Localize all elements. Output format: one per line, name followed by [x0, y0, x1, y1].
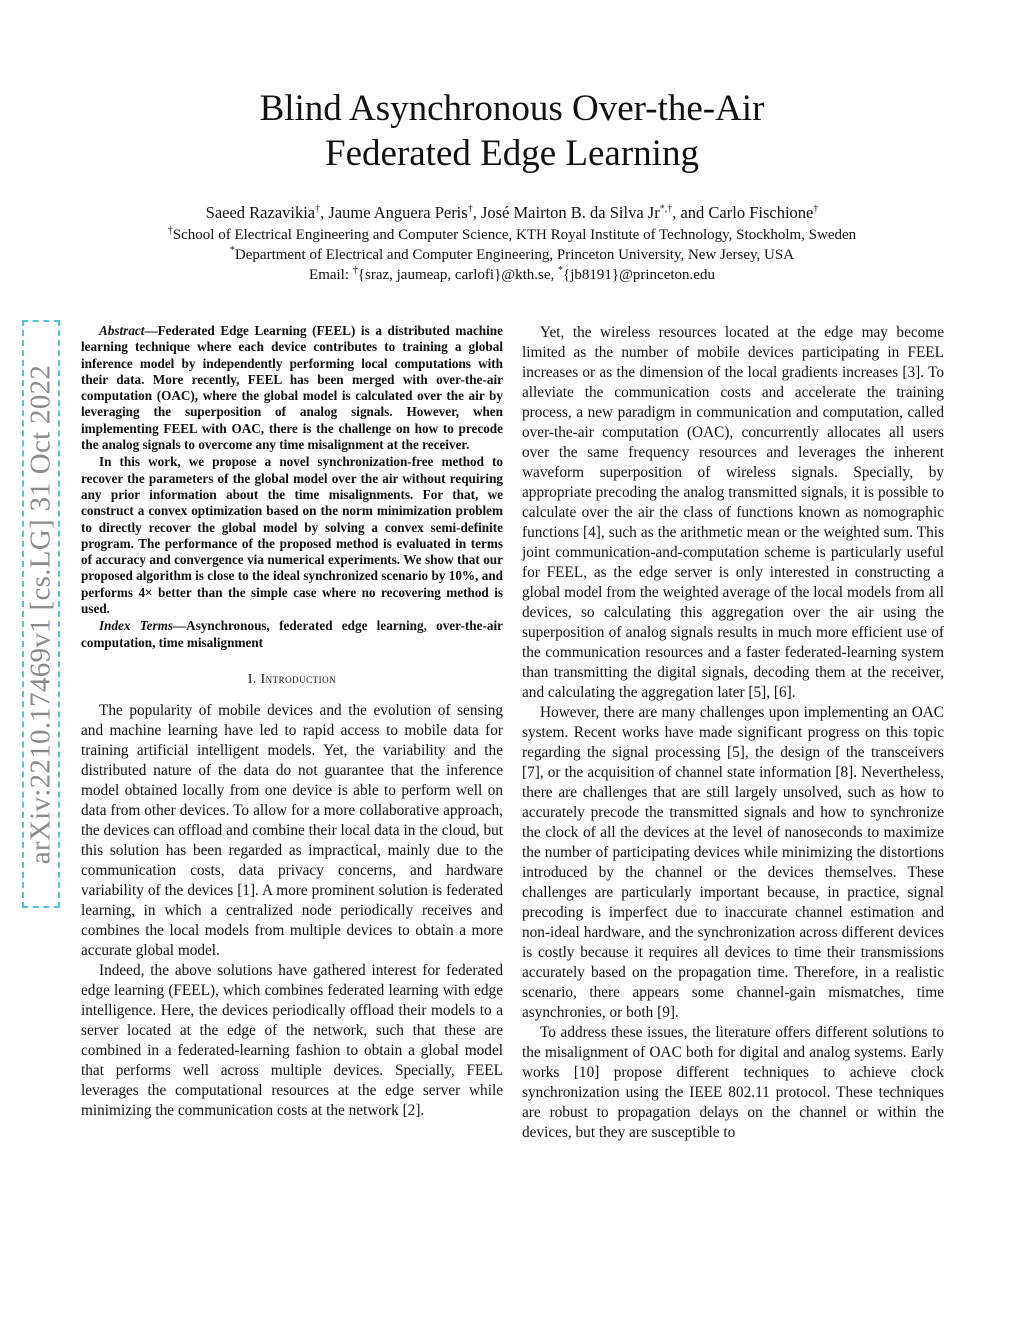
email-kth[interactable]: {sraz, jaumeap, carlofi}@kth.se,: [357, 267, 555, 283]
email-mark: *: [558, 265, 564, 276]
right-column: [522, 323, 944, 1143]
arxiv-stamp[interactable]: [22, 320, 60, 908]
paper-title: [0, 86, 1024, 176]
title-line-2: Federated Edge Learning: [325, 133, 699, 174]
affiliation-kth: [0, 225, 1024, 245]
author-mark: †: [813, 203, 819, 215]
affiliation-text: School of Electrical Engineering and Computer Science, KTH Royal Institute of Technology, Stockholm, Sweden: [172, 227, 857, 243]
affiliation-text: Department of Electrical and Computer Engineering, Princeton University, New Jersey, USA: [234, 247, 795, 263]
author-mark: *,†: [659, 203, 673, 215]
title-line-1: Blind Asynchronous Over-the-Air: [259, 88, 765, 129]
left-column: [81, 323, 503, 1121]
email-label: Email:: [309, 267, 350, 283]
author-name: Carlo Fischione: [708, 203, 814, 222]
abstract-paragraph: [81, 323, 503, 453]
arxiv-identifier: arXiv:2210.17469v1 [cs.LG] 31 Oct 2022: [24, 364, 57, 864]
author-name: Saeed Razavikia: [205, 203, 316, 222]
abstract-lead: Abstract: [99, 323, 145, 338]
author-list: Saeed Razavikia†, Jaume Anguera Peris†, José Mairton B. da Silva Jr*,†, and Carlo Fischione†: [205, 203, 819, 222]
index-terms-text: —Asynchronous, federated edge learning, over-the-air computation, time misalignment: [81, 618, 503, 650]
author-conjunction: and: [680, 203, 705, 222]
body-paragraph: Indeed, the above solutions have gathered interest for federated edge learning (FEEL), which combines federated learning with edge intelligence. Here, the devices periodically offload their models to a server located at the edge of the network, such that these are combined in a federated-learning fashion to obtain a global model that performs well across multiple devices. Specially, FEEL leverages the computational resources at the edge server while minimizing the communication costs at the network [2].: [81, 961, 503, 1119]
affiliation-mark: †: [167, 225, 173, 236]
section-number: I.: [247, 670, 257, 686]
index-terms: [81, 618, 503, 651]
abstract-text: —Federated Edge Learning (FEEL) is a distributed machine learning technique where each device contributes to training a global inference model by independently performing local computations with their data. More recently, FEEL has been merged with over-the-air computation (OAC), where the global model is calculated over the air by leveraging the superposition of analog signals. However, when implementing FEEL with OAC, there is the challenge on how to precode the analog signals to overcome any time misalignment at the receiver.: [81, 323, 503, 453]
author-name: Jaume Anguera Peris: [328, 203, 468, 222]
body-paragraph: However, there are many challenges upon implementing an OAC system. Recent works have made significant progress on this topic regarding the signal processing [5], the design of the transceivers [7], or the acquisition of channel state information [8]. Nevertheless, there are challenges that are still largely unsolved, such as how to accurately precode the transmitted signals and how to synchronize the clock of all the devices at the level of nanoseconds to maximize the number of participating devices while minimizing the distortions introduced by the channel or the devices themselves. These challenges are particularly important because, in practice, signal precoding is imperfect due to inaccurate channel estimation and non-ideal hardware, and the synchronization across different devices is costly because it requires all devices to time their transmissions accurately based on the propagation time. Therefore, in a realistic scenario, there appears some channel-gain mismatches, time asynchronies, or both [9].: [522, 704, 944, 1021]
section-title: Introduction: [260, 670, 337, 686]
body-paragraph: To address these issues, the literature offers different solutions to the misalignment of OAC both for digital and analog systems. Early works [10] propose different techniques to achieve clock synchronization using the IEEE 802.11 protocol. These techniques are robust to propagation delays on the channel or within the devices, but they are susceptible to: [522, 1024, 944, 1141]
intro-right-body: [522, 323, 944, 1143]
abstract-paragraph: In this work, we propose a novel synchronization-free method to recover the parameters of the global model over the air without requiring any prior information about the time misalignments. For that, we construct a convex optimization based on the norm minimization problem to directly recover the global model by solving a convex semi-definite program. The performance of the proposed method is evaluated in terms of accuracy and convergence via numerical experiments. We show that our proposed algorithm is close to the ideal synchronized scenario by 10%, and performs 4× better than the simple case where no recovering method is used.: [81, 454, 503, 617]
affiliation-princeton: [0, 245, 1024, 265]
email-line: [0, 265, 1024, 285]
affiliation-mark: *: [229, 245, 235, 256]
section-heading: [81, 671, 503, 687]
email-mark: †: [352, 265, 358, 276]
abstract: [81, 323, 503, 651]
intro-left-body: [81, 701, 503, 1121]
author-name: José Mairton B. da Silva Jr: [480, 203, 660, 222]
body-paragraph: Yet, the wireless resources located at the edge may become limited as the number of mobile devices participating in FEEL increases or as the dimension of the local gradients increases [3]. To alleviate the communication costs and accelerate the training process, a new paradigm in communication and computation, called over-the-air computation (OAC), concurrently allocates all users over the same frequency resources and leverages the inherent waveform superposition of wireless signals. Specially, by appropriate precoding the analog transmitted signals, it is possible to calculate over the air the class of functions known as nomographic functions [4], such as the arithmetic mean or the weighted sum. This joint communication-and-computation scheme is particularly useful for FEEL, as the edge server is only interested in constructing a global model from the weighted average of the local models from all devices, so calculating this aggregation over the air using the superposition of analog signals results in much more efficient use of the communication resources and a faster federated-learning system than transmitting the digital signals, decoding them at the receiver, and calculating the aggregation later [5], [6].: [522, 324, 944, 701]
author-mark: †: [315, 203, 321, 215]
index-terms-lead: Index Terms: [99, 618, 173, 634]
body-paragraph: The popularity of mobile devices and the evolution of sensing and machine learning have led to rapid access to mobile data for training artificial intelligent models. Yet, the variability and the distributed nature of the data do not guarantee that the inference model obtained locally from one device is able to perform well on data from other devices. To allow for a more collaborative approach, the devices can offload and combine their local data in the cloud, but this solution has been regarded as impractical, mainly due to the communication costs, data privacy concerns, and hardware variability of the devices [1]. A more prominent solution is federated learning, in which a centralized node periodically receives and combines the local models from multiple devices to obtain a more accurate global model.: [81, 701, 503, 959]
email-princeton[interactable]: {jb8191}@princeton.edu: [563, 267, 715, 283]
author-mark: †: [467, 203, 473, 215]
